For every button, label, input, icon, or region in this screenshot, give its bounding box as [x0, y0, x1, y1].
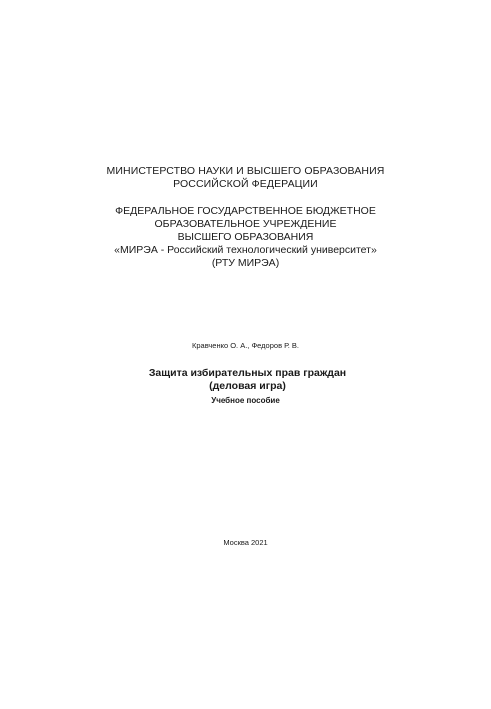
- ministry-header: [0, 165, 491, 191]
- city-year: Москва 2021: [223, 538, 268, 547]
- document-title: Защита избирательных прав граждан (деловая игра): [148, 367, 347, 392]
- institution-line: «МИРЭА - Российский технологический университет»: [114, 244, 377, 256]
- institution-header: [0, 205, 491, 270]
- institution-line: (РТУ МИРЭА): [211, 257, 280, 269]
- institution-line: ОБРАЗОВАТЕЛЬНОЕ УЧРЕЖДЕНИЕ: [154, 218, 337, 230]
- authors: Кравченко О. А., Федоров Р. В.: [192, 341, 299, 350]
- ministry-line: МИНИСТЕРСТВО НАУКИ И ВЫСШЕГО ОБРАЗОВАНИЯ: [106, 165, 385, 177]
- institution-line: ВЫСШЕГО ОБРАЗОВАНИЯ: [177, 231, 314, 243]
- ministry-line: РОССИЙСКОЙ ФЕДЕРАЦИИ: [173, 178, 318, 190]
- document-subtitle: Учебное пособие: [211, 396, 280, 405]
- institution-line: ФЕДЕРАЛЬНОЕ ГОСУДАРСТВЕННОЕ БЮДЖЕТНОЕ: [115, 205, 376, 217]
